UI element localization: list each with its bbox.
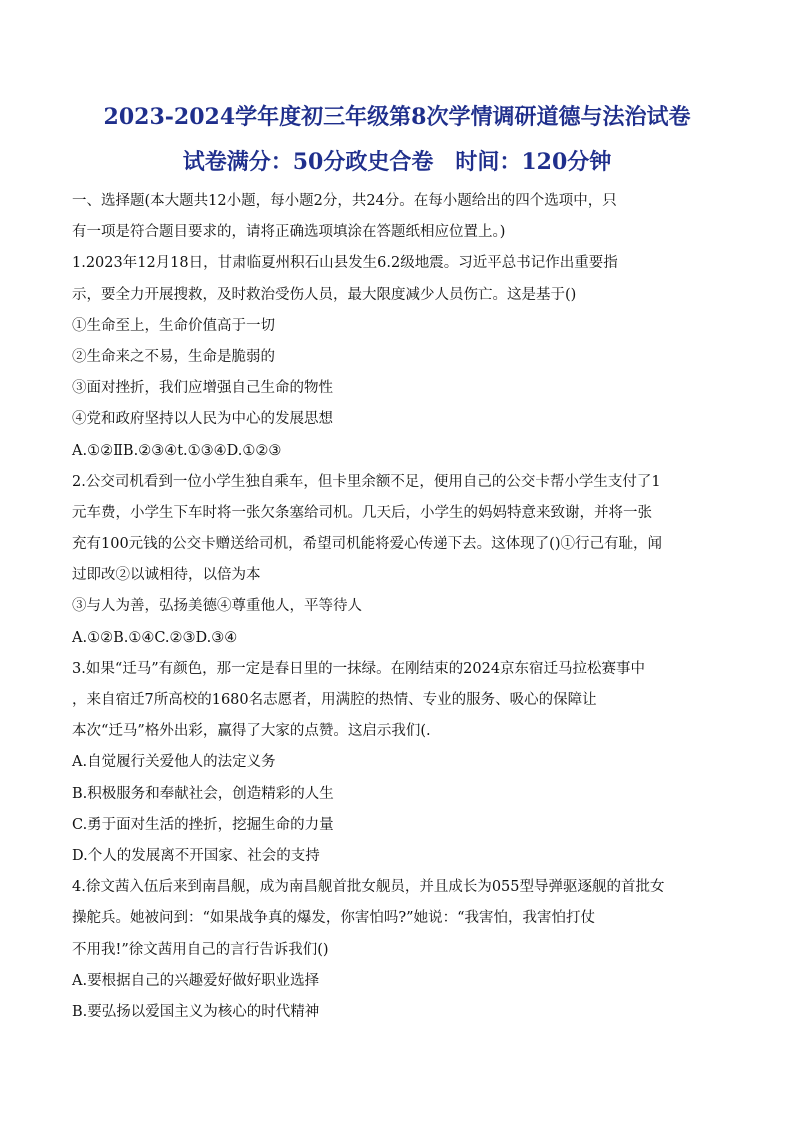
text-line: A.①②B.①④C.②③D.③④ xyxy=(72,629,238,646)
text-line: ③面对挫折，我们应增强自己生命的物性 xyxy=(72,380,333,397)
text-line: 操舵兵。她被问到：“如果战争真的爆发，你害怕吗?”她说：“我害怕，我害怕打仗 xyxy=(72,910,596,927)
text-line: 有一项是符合题目要求的，请将正确选项填涂在答题纸相应位置上。) xyxy=(72,224,506,241)
text-line: A.要根据自己的兴趣爱好做好职业选择 xyxy=(72,972,320,989)
text-line: ③与人为善，弘扬美德④尊重他人，平等待人 xyxy=(72,598,362,615)
text-line: 过即改②以诚相待，以倍为本 xyxy=(72,567,261,584)
page-title: 2023-2024学年度初三年级第8次学情调研道德与法治试卷 xyxy=(103,104,691,130)
text-line: ④党和政府坚持以人民为中心的发展思想 xyxy=(72,411,333,428)
text-line: 示，要全力开展搜救，及时救治受伤人员，最大限度减少人员伤亡。这是基于() xyxy=(72,286,577,303)
text-line: 2.公交司机看到一位小学生独自乘车，但卡里余额不足，便用自己的公交卡帮小学生支付了1 xyxy=(72,473,661,490)
text-line: 元车费，小学生下车时将一张欠条塞给司机。几天后，小学生的妈妈特意来致谢，并将一张 xyxy=(72,504,652,521)
exam-body xyxy=(72,186,732,1028)
text-line: 一、选择题(本大题共12小题，每小题2分，共24分。在每小题给出的四个选项中，只 xyxy=(72,193,617,209)
text-line: 3.如果“迁马”有颜色，那一定是春日里的一抹绿。在刚结束的2024京东宿迁马拉松赛事中 xyxy=(72,660,646,677)
text-line: ②生命来之不易，生命是脆弱的 xyxy=(72,348,275,365)
text-line: A.自觉履行关爱他人的法定义务 xyxy=(72,754,276,771)
text-line: 不用我!”徐文茜用自己的言行告诉我们() xyxy=(72,941,329,958)
text-line: A.①②ⅡB.②③④t.①③④D.①②③ xyxy=(72,442,282,459)
text-line: 本次“迁马”格外出彩，赢得了大家的点赞。这启示我们(. xyxy=(72,723,431,740)
text-line: 充有100元钱的公交卡赠送给司机，希望司机能将爱心传递下去。这体现了()①行己有耻，闻 xyxy=(72,536,662,553)
text-line: ，来自宿迁7所高校的1680名志愿者，用满腔的热情、专业的服务、吸心的保障让 xyxy=(72,692,597,708)
text-line: D.个人的发展离不开国家、社会的支持 xyxy=(72,847,320,864)
text-line: ①生命至上，生命价值高于一切 xyxy=(72,317,275,334)
text-line: B.要弘扬以爱国主义为核心的时代精神 xyxy=(72,1003,320,1020)
text-line: C.勇于面对生活的挫折，挖掘生命的力量 xyxy=(72,816,334,833)
text-line: 4.徐文茜入伍后来到南昌舰，成为南昌舰首批女舰员，并且成长为055型导弹驱逐舰的首批女 xyxy=(72,879,665,896)
text-line: B.积极服务和奉献社会，创造精彩的人生 xyxy=(72,785,334,802)
page-subtitle: 试卷满分：50分政史合卷 时间：120分钟 xyxy=(182,149,612,175)
text-line: 1.2023年12月18日，甘肃临夏州积石山县发生6.2级地震。习近平总书记作出重要指 xyxy=(72,255,618,272)
